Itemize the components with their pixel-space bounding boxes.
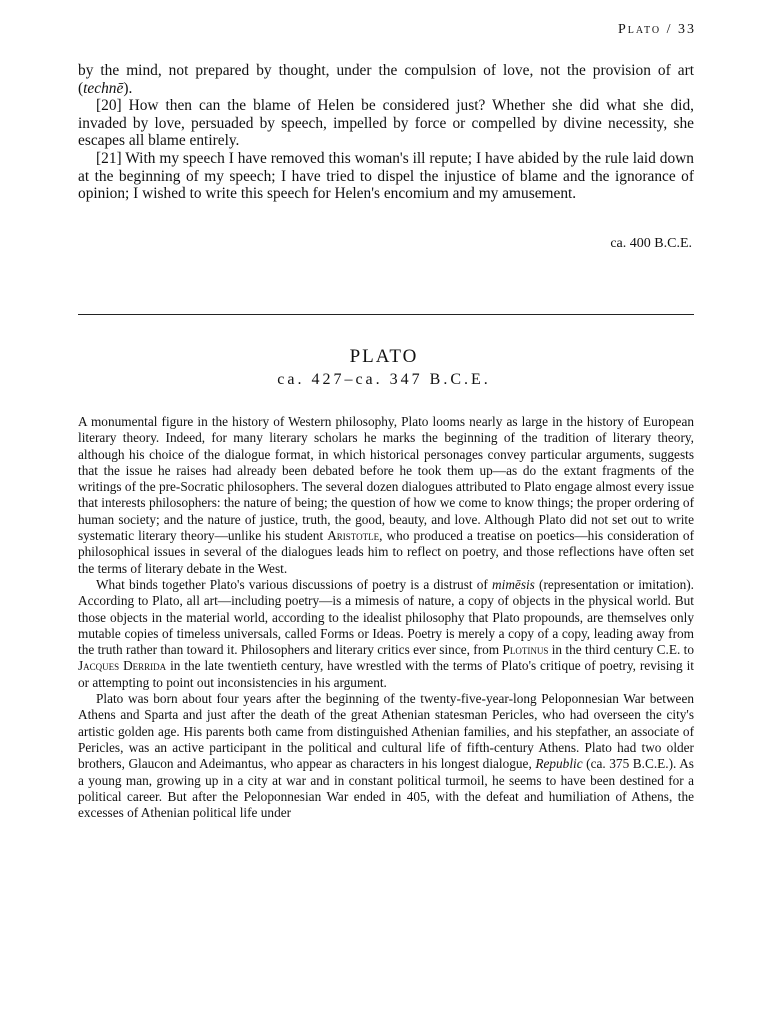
text-run: in the late twentieth century, have wrestled with the terms of Plato's critique of poetry, revising it or attempting to point out inconsistencies in his argument.: [78, 658, 694, 690]
text-run: Plato was born about four years after the beginning of the twenty-five-year-long Peloponnesian War between Athens and Sparta and just after the death of the great Athenian statesman Pericles, who had overseen the city's artistic golden age. His parents both came from distinguished Athenian families, and his stepfather, an associate of Pericles, was an active participant in the political and cultural life of fifth-century Athens. Plato had two older brothers, Glaucon and Adeimantus, who appear as characters in his longest dialogue,: [78, 691, 694, 772]
author-dates: [0, 371, 768, 389]
author-heading: PLATO: [349, 346, 419, 367]
section-divider: [78, 314, 694, 315]
previous-selection-paragraph: [78, 97, 694, 150]
text-run: [20] How then can the blame of Helen be considered just? Whether she did what she did, invaded by love, persuaded by speech, impelled by force or compelled by divine necessity, she escapes all blame entirely.: [78, 97, 694, 150]
italic-term: Republic: [535, 756, 583, 772]
text-run: What binds together Plato's various discussions of poetry is a distrust of: [96, 576, 493, 592]
small-caps-name: C.E.: [656, 642, 681, 658]
text-run: in the third century: [548, 642, 657, 658]
author-dates-text: ca. 427–ca. 347: [277, 371, 430, 388]
introduction-paragraph: [78, 691, 694, 821]
running-head-title: Plato: [617, 22, 662, 37]
small-caps-name: B.C.E.: [632, 756, 669, 772]
author-dates-era: B.C.E.: [429, 371, 491, 388]
introduction-paragraph: [78, 414, 694, 577]
text-run: by the mind, not prepared by thought, under the compulsion of love, not the provision of art (: [78, 62, 694, 97]
small-caps-name: Jacques Derrida: [78, 658, 167, 674]
text-run: (ca. 375: [582, 756, 633, 772]
italic-term: technē: [83, 79, 124, 97]
previous-selection-paragraph: [78, 150, 694, 203]
text-run: ). As a young man, growing up in a city at war and in constant political turmoil, he seems to have been destined for a political career. But after the Peloponnesian War ended in 405, with the defeat and humiliation of Athens, the excesses of Athenian political life under: [78, 756, 694, 821]
text-run: , who produced a treatise on poetics—his consideration of philosophical issues in several of the dialogues leads him to reflect on poetry, and those reflections have often set the terms of literary debate in the West.: [78, 528, 694, 576]
author-introduction: [78, 414, 694, 821]
introduction-paragraph: [78, 577, 694, 691]
previous-selection-text: [78, 62, 694, 203]
text-run: ).: [123, 79, 133, 97]
text-run: A monumental figure in the history of Western philosophy, Plato looms nearly as large in the history of European literary theory. Indeed, for many literary scholars he marks the beginning of the tradition of literary theory, although his choice of the dialogue format, in which historical personages convey particular arguments, suggests that the issue he raises had already been debated before he took them up—as do the extant fragments of the writings of the pre-Socratic philosophers. The several dozen dialogues attributed to Plato engage almost every issue that interests philosophers: the nature of being; the question of how we come to know things; the proper ordering of human society; and the nature of justice, truth, the good, beauty, and love. Although Plato did not set out to write systematic literary theory—unlike his student: [78, 414, 694, 544]
date-era: B.C.E.: [654, 236, 692, 251]
italic-term: mimēsis: [492, 576, 535, 592]
small-caps-name: Plotinus: [502, 642, 549, 658]
text-run: (representation or imitation). According to Plato, all art—including poetry—is a mimesis of nature, a copy of objects in the physical world. But those objects in the material world, according to the idealist philosophy that Plato propounds, are themselves only mutable copies of timeless universals, called Forms or Ideas. Poetry is merely a copy of a copy, leading away from the truth rather than toward it. Philosophers and literary critics ever since, from: [78, 576, 694, 658]
small-caps-name: Aristotle: [327, 528, 380, 544]
page-number: 33: [678, 22, 696, 37]
previous-selection-paragraph: [78, 62, 694, 97]
text-run: [21] With my speech I have removed this woman's ill repute; I have abided by the rule laid down at the beginning of my speech; I have tried to dispel the injustice of blame and the ignorance of opinion; I wished to write this speech for Helen's encomium and my amusement.: [78, 149, 694, 203]
previous-selection-date: [610, 236, 692, 252]
running-head-separator: /: [666, 22, 673, 37]
date-prefix: ca. 400: [610, 236, 655, 251]
text-run: to: [680, 642, 694, 658]
running-head: [618, 22, 696, 38]
